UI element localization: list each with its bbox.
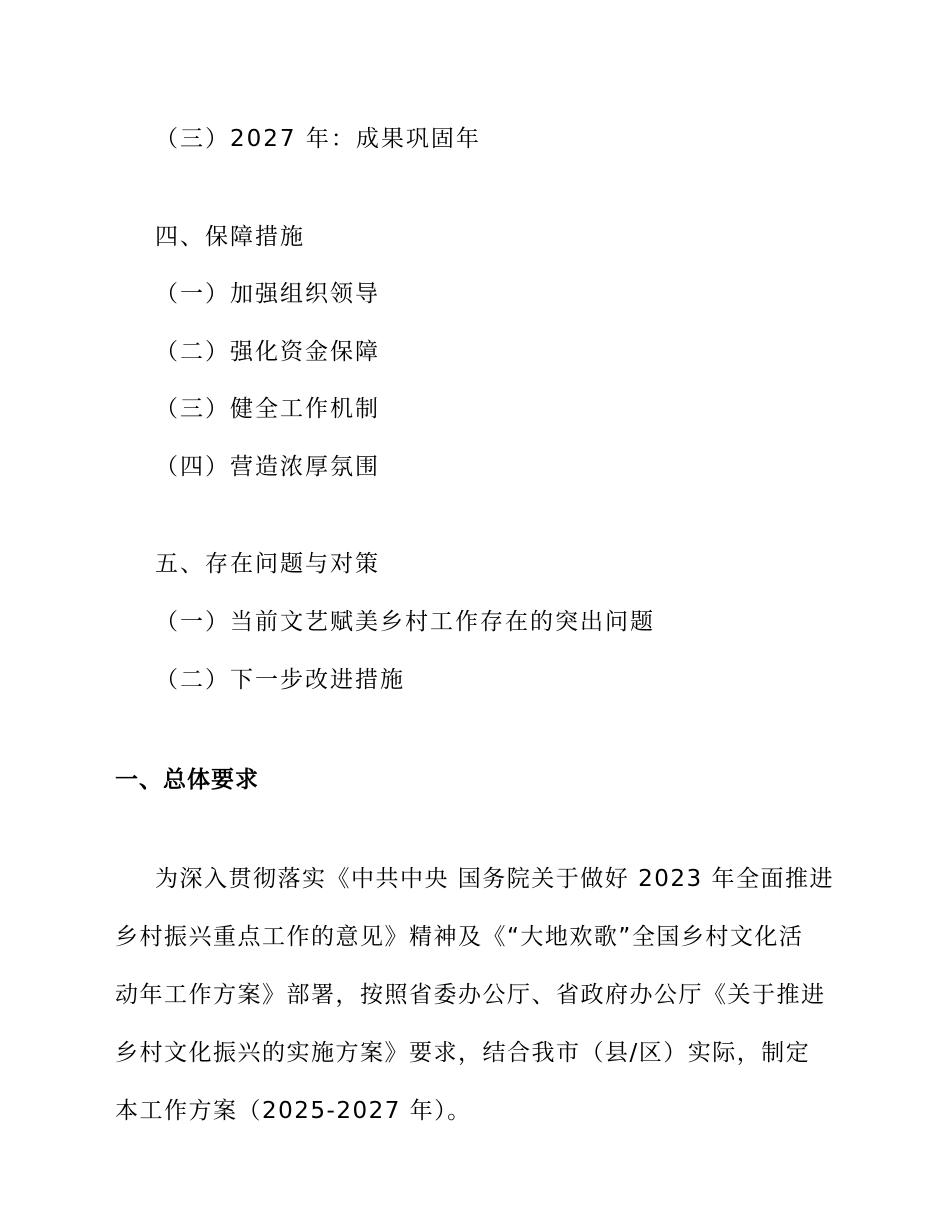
paragraph-line: 为深入贯彻落实《中共中央 国务院关于做好 2023 年全面推进 xyxy=(155,866,834,892)
outline-item-sub-4-2: （二）强化资金保障 xyxy=(155,339,380,365)
paragraph-line: 乡村文化振兴的实施方案》要求，结合我市（县/区）实际，制定 xyxy=(115,1040,811,1066)
outline-section-4: 四、保障措施 xyxy=(155,224,305,250)
paragraph-line: 动年工作方案》部署，按照省委办公厅、省政府办公厅《关于推进 xyxy=(115,982,826,1008)
paragraph-line: 本工作方案（2025-2027 年）。 xyxy=(115,1098,472,1124)
outline-item-sub-5-1: （一）当前文艺赋美乡村工作存在的突出问题 xyxy=(155,609,655,635)
outline-item-sub-5-2: （二）下一步改进措施 xyxy=(155,667,405,693)
outline-item-sub-4-4: （四）营造浓厚氛围 xyxy=(155,454,380,480)
section-paragraph xyxy=(115,850,845,1140)
section-heading-general-requirements: 一、总体要求 xyxy=(115,767,259,793)
outline-section-5: 五、存在问题与对策 xyxy=(155,551,380,577)
outline-item-sub-4-1: （一）加强组织领导 xyxy=(155,281,380,307)
outline-item-sub-4-3: （三）健全工作机制 xyxy=(155,396,380,422)
paragraph-line: 乡村振兴重点工作的意见》精神及《“大地欢歌”全国乡村文化活 xyxy=(115,924,804,950)
outline-item-sub-3-2027: （三）2027 年：成果巩固年 xyxy=(155,126,481,152)
